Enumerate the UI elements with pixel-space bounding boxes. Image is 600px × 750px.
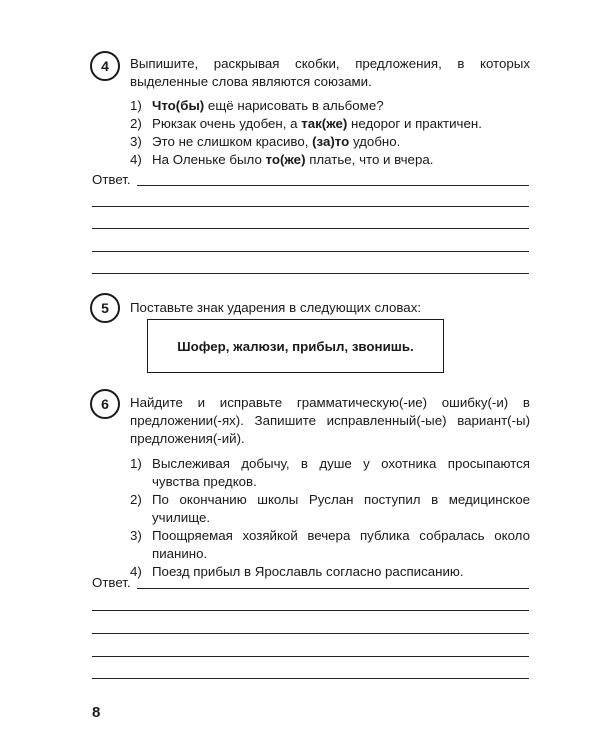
task-6-option-2: 2) По окончанию школы Руслан поступил в медицинское училище.	[130, 492, 530, 525]
task-4-answer-line-5[interactable]	[92, 273, 529, 274]
task-6-option-3: 3) Поощряемая хозяйкой вечера публика собралась около пианино.	[130, 528, 530, 561]
task-6-option-1: 1) Выслеживая добычу, в душе у охотника просыпаются чувства предков.	[130, 456, 530, 489]
task-6-answer-line-2[interactable]	[92, 610, 529, 611]
task-4-answer-line-2[interactable]	[92, 206, 529, 207]
task-4-option-4: 4) На Оленьке было то(же) платье, что и вчера.	[130, 152, 434, 167]
task-6-option-4: 4) Поезд прибыл в Ярославль согласно расписанию.	[130, 564, 464, 579]
task-6-answer-line-5[interactable]	[92, 678, 529, 679]
task-5-words: Шофер, жалюзи, прибыл, звонишь.	[177, 338, 414, 354]
task-4-answer-line-3[interactable]	[92, 228, 529, 229]
task-5-question: Поставьте знак ударения в следующих словах:	[130, 300, 422, 315]
task-4-answer-line-4[interactable]	[92, 251, 529, 252]
task-4-question: Выпишите, раскрывая скобки, предложения, в которых выделенные слова являются союзами.	[130, 56, 530, 89]
task-4-option-2: 2) Рюкзак очень удобен, а так(же) недорог и практичен.	[130, 116, 482, 131]
page-number: 8	[92, 704, 101, 721]
task-4-answer-label: Ответ.	[92, 172, 131, 187]
task-6-answer-line-4[interactable]	[92, 656, 529, 657]
task-4-answer-line-1[interactable]	[137, 185, 529, 186]
task-6-answer-label: Ответ.	[92, 575, 131, 590]
task-6-number-badge: 6	[90, 389, 120, 419]
task-5-words-box	[147, 319, 444, 373]
task-6-question: Найдите и исправьте грамматическую(-ие) ошибку(-и) в предложении(-ях). Запишите исправленный(-ые) вариант(-ы) предложения(-ий).	[130, 395, 530, 446]
task-4-number-badge: 4	[90, 51, 120, 81]
task-6-answer-line-3[interactable]	[92, 633, 529, 634]
task-4-options	[130, 97, 530, 169]
task-5-number-badge: 5	[90, 293, 120, 323]
task-6-answer-line-1[interactable]	[137, 588, 529, 589]
task-4-option-3: 3) Это не слишком красиво, (за)то удобно.	[130, 134, 401, 149]
task-4-option-1: 1) Что(бы) ещё нарисовать в альбоме?	[130, 98, 384, 113]
task-6-options	[130, 455, 530, 581]
